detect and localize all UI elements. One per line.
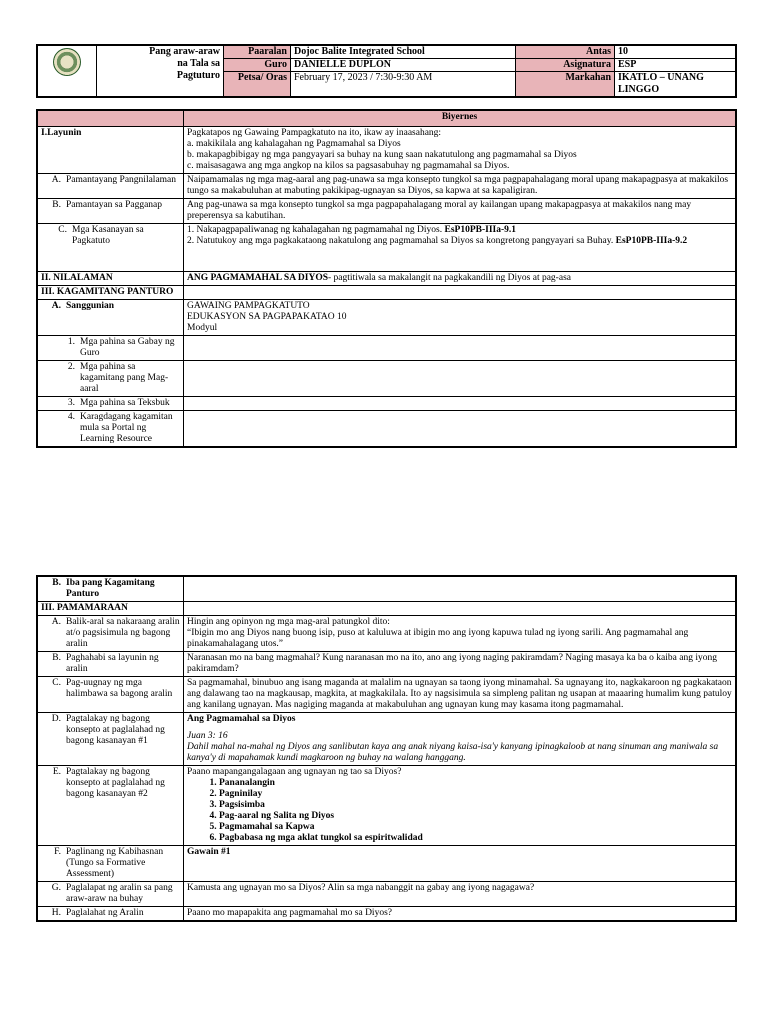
item-letter: D. bbox=[51, 714, 61, 724]
kasanayan-1: 1. Nakapagpapaliwanag ng kahalagahan ng pagmamahal ng Diyos. bbox=[187, 224, 443, 235]
pamantayang-pangnilalaman-label bbox=[37, 173, 184, 198]
day-header: Biyernes bbox=[184, 110, 737, 126]
item-letter: B. bbox=[52, 199, 61, 210]
sanggunian-content bbox=[184, 299, 737, 335]
doc-title-line-2: na Tala sa bbox=[177, 58, 220, 69]
deped-seal-icon bbox=[53, 48, 81, 76]
pagtalakay-1-content bbox=[184, 713, 737, 766]
sanggunian-label bbox=[37, 299, 184, 335]
resource-2-value bbox=[184, 360, 737, 396]
item-label: Sanggunian bbox=[66, 300, 115, 311]
item-label: Mga pahina sa Teksbuk bbox=[80, 397, 170, 408]
item-label: Pag-uugnay ng mga halimbawa sa bagong aralin bbox=[66, 678, 173, 699]
seal-cell bbox=[37, 45, 97, 97]
pagtalakay-1-label bbox=[37, 713, 184, 766]
item-label: Pamantayang Pangnilalaman bbox=[66, 174, 177, 185]
kagamitan-label: III. KAGAMITANG PANTURO bbox=[37, 285, 184, 299]
lesson-plan-table-2 bbox=[36, 575, 737, 922]
kasanayan-text bbox=[184, 223, 737, 271]
paglalahat-text: Paano mo mapapakita ang pagmamahal mo sa Diyos? bbox=[184, 907, 737, 922]
paglalapat-text: Kamusta ang ugnayan mo sa Diyos? Alin sa mga nabanggit na gabay ang iyong nagagawa? bbox=[184, 882, 737, 907]
balik-aral-label bbox=[37, 616, 184, 652]
list-item: 6. Pagbabasa ng mga aklat tungkol sa espiritwalidad bbox=[219, 833, 732, 844]
item-number: 1. bbox=[67, 336, 75, 347]
item-label: Mga Kasanayan sa Pagkatuto bbox=[72, 224, 144, 246]
pag-uugnay-label bbox=[37, 677, 184, 713]
pagtalakay-2-content bbox=[184, 766, 737, 846]
resource-2-label bbox=[37, 360, 184, 396]
item-label: Pagtalakay ng bagong konsepto at paglalahad ng bagong kasanayan #1 bbox=[66, 714, 165, 746]
item-letter: A. bbox=[51, 300, 61, 311]
resource-3-label bbox=[37, 396, 184, 410]
list-item: 4. Pag-aaral ng Salita ng Diyos bbox=[219, 811, 732, 822]
bible-verse-ref: Juan 3: 16 bbox=[187, 731, 228, 741]
list-item: 1. Pananalangin bbox=[219, 778, 732, 789]
item-letter: F. bbox=[54, 847, 61, 857]
paglalahat-label bbox=[37, 907, 184, 922]
paghahabi-label bbox=[37, 652, 184, 677]
pamamaraan-label: III. PAMAMARAAN bbox=[37, 602, 184, 616]
sanggunian-line-2: EDUKASYON SA PAGPAPAKATAO 10 bbox=[187, 311, 347, 322]
pamantayan-sa-pagganap-text: Ang pag-unawa sa mga konsepto tungkol sa mga pagpapahalagang moral ay kailangan upang makapagpasya at makakilos nang may preperensya sa kabutihan. bbox=[184, 198, 737, 223]
list-item: 2. Pagninilay bbox=[219, 789, 732, 800]
layunin-item-c: c. maisasagawa ang mga angkop na kilos sa pagsasabuhay ng pagmamahal sa Diyos. bbox=[187, 160, 510, 171]
quarter-value: IKATLO – UNANG LINGGO bbox=[615, 72, 737, 98]
item-label: Paglalapat ng aralin sa pang araw-araw na buhay bbox=[66, 883, 173, 904]
lesson-plan-table-1 bbox=[36, 109, 737, 448]
iba-pang-kagamitan-value bbox=[184, 576, 737, 602]
item-number: 2. bbox=[67, 361, 75, 372]
item-label: Balik-aral sa nakaraang aralin at/o pagsisimula ng bagong aralin bbox=[66, 617, 180, 649]
pagtalakay-2-question: Paano mapangangalagaan ang ugnayan ng tao sa Diyos? bbox=[187, 767, 402, 777]
item-label: Paglinang ng Kabihasnan (Tungo sa Formative Assessment) bbox=[66, 847, 164, 879]
nilalaman-title: ANG PAGMAMAHAL SA DIYOS bbox=[187, 272, 329, 283]
header-table bbox=[36, 44, 737, 98]
item-label: Pamantayan sa Pagganap bbox=[66, 199, 163, 210]
nilalaman-content bbox=[184, 271, 737, 285]
item-label: Pagtalakay ng bagong konsepto at paglalahad ng bagong kasanayan #2 bbox=[66, 767, 165, 799]
grade-label: Antas bbox=[516, 45, 615, 59]
pamantayang-pangnilalaman-text: Naipamamalas ng mga mag-aaral ang pag-unawa sa mga konsepto tungkol sa mga pagpapahalagang moral upang makapagpasya at makakilos tungo sa makabuluhan at mabuting pakikipag-ugnayan sa Diyos, sa kapwa at sa kapaligiran. bbox=[184, 173, 737, 198]
ugnayan-list bbox=[187, 778, 732, 844]
sanggunian-line-1: GAWAING PAMPAGKATUTO bbox=[187, 300, 310, 311]
paglinang-text: Gawain #1 bbox=[184, 846, 737, 882]
doc-title-line-3: Pagtuturo bbox=[176, 70, 220, 81]
paglalapat-label bbox=[37, 882, 184, 907]
item-number: 4. bbox=[67, 411, 75, 422]
balik-aral-text: Hingin ang opinyon ng mga mag-aral patungkol dito: bbox=[187, 617, 390, 627]
kagamitan-blank bbox=[184, 285, 737, 299]
pag-uugnay-text: Sa pagmamahal, binubuo ang isang maganda at malalim na ugnayan sa taong iyong minamahal. Sa ugnayang ito, nagkakaroon ng pagkakataon ang dalawang tao na magkausap, magkita, at magkakilala. Ito ay nagsisimula sa simpleng palitan ng usapan at maaaring humalim kung patuloy ang kanilang ugnayan. Mas nagiging maganda at makabuluhan ang ugnayan kung may kasama itong pagmamahal. bbox=[184, 677, 737, 713]
school-value: Dojoc Balite Integrated School bbox=[291, 45, 516, 59]
iba-pang-kagamitan-label bbox=[37, 576, 184, 602]
kasanayan-code-2: EsP10PB-IIIa-9.2 bbox=[615, 235, 688, 246]
doc-title bbox=[97, 45, 224, 97]
paghahabi-text: Naranasan mo na bang magmahal? Kung naranasan mo na ito, ano ang iyong naging pakiramdam? Naging masaya ka ba o kaiba ang iyong pakiramdam? bbox=[184, 652, 737, 677]
sanggunian-line-3: Modyul bbox=[187, 322, 218, 333]
doc-title-line-1: Pang araw-araw bbox=[149, 46, 220, 57]
item-letter: E. bbox=[52, 767, 61, 777]
day-header-blank bbox=[37, 110, 184, 126]
layunin-content bbox=[184, 126, 737, 173]
subject-label: Asignatura bbox=[516, 59, 615, 72]
paglinang-label bbox=[37, 846, 184, 882]
resource-1-value bbox=[184, 335, 737, 360]
school-label: Paaralan bbox=[224, 45, 291, 59]
pamantayan-sa-pagganap-label bbox=[37, 198, 184, 223]
layunin-intro: Pagkatapos ng Gawaing Pampagkatuto na ito, ikaw ay inaasahang: bbox=[187, 127, 442, 138]
item-letter: A. bbox=[51, 617, 61, 627]
kasanayan-code-1: EsP10PB-IIIa-9.1 bbox=[444, 224, 517, 235]
resource-4-value bbox=[184, 410, 737, 447]
quarter-label: Markahan bbox=[516, 72, 615, 98]
teacher-value: DANIELLE DUPLON bbox=[291, 59, 516, 72]
grade-value: 10 bbox=[615, 45, 737, 59]
pagtalakay-2-label bbox=[37, 766, 184, 846]
item-number: 3. bbox=[67, 397, 75, 408]
list-item: 5. Pagmamahal sa Kapwa bbox=[219, 822, 732, 833]
layunin-label: I.Layunin bbox=[37, 126, 184, 173]
resource-3-value bbox=[184, 396, 737, 410]
item-letter: B. bbox=[52, 578, 61, 588]
item-letter: G. bbox=[51, 883, 61, 893]
date-label: Petsa/ Oras bbox=[224, 72, 291, 98]
kasanayan-2: 2. Natutukoy ang mga pagkakataong nakatulong ang pagmamahal sa Diyos sa kongretong pangyayari sa Buhay. bbox=[187, 235, 614, 246]
resource-1-label bbox=[37, 335, 184, 360]
layunin-item-a: a. makikilala ang kahalagahan ng Pagmamahal sa Diyos bbox=[187, 138, 401, 149]
item-letter: C. bbox=[52, 678, 61, 688]
item-letter: B. bbox=[52, 653, 61, 663]
item-label: Paghahabi sa layunin ng aralin bbox=[66, 653, 159, 674]
date-value: February 17, 2023 / 7:30-9:30 AM bbox=[291, 72, 516, 98]
bible-verse-text: Dahil mahal na-mahal ng Diyos ang sanlibutan kaya ang anak niyang kaisa-isa'y kanyang ipinagkaloob at nang sinuman ang maniwala sa kanya'y di mapahamak kundi magkaroon ng buhay na walang hanggang. bbox=[187, 742, 719, 763]
item-letter: A. bbox=[51, 174, 61, 185]
pamamaraan-blank bbox=[184, 602, 737, 616]
nilalaman-label: II. NILALAMAN bbox=[37, 271, 184, 285]
item-letter: H. bbox=[51, 908, 61, 918]
layunin-item-b: b. makapagbibigay ng mga pangyayari sa buhay na kung saan nakatutulong ang pagmamahal sa Diyos bbox=[187, 149, 577, 160]
resource-4-label bbox=[37, 410, 184, 447]
nilalaman-text: - pagtitiwala sa makalangit na pagkakandili ng Diyos at pag-asa bbox=[328, 272, 571, 283]
item-label: Mga pahina sa Gabay ng Guro bbox=[80, 336, 175, 358]
item-label: Iba pang Kagamitang Panturo bbox=[66, 578, 155, 599]
kasanayan-label bbox=[37, 223, 184, 271]
pagtalakay-1-title: Ang Pagmamahal sa Diyos bbox=[187, 714, 296, 724]
balik-aral-content bbox=[184, 616, 737, 652]
list-item: 3. Pagsisimba bbox=[219, 800, 732, 811]
item-label: Paglalahat ng Aralin bbox=[66, 908, 144, 918]
item-label: Karagdagang kagamitan mula sa Portal ng Learning Resource bbox=[80, 411, 173, 444]
teacher-label: Guro bbox=[224, 59, 291, 72]
item-letter: C. bbox=[58, 224, 67, 235]
item-label: Mga pahina sa kagamitang pang Mag-aaral bbox=[80, 361, 169, 394]
balik-aral-quote: “Ibigin mo ang Diyos nang buong isip, puso at kaluluwa at ibigin mo ang iyong kapuwa tulad ng iyong sarili. Ang pagmamahal ang pinakamahalagang utos.” bbox=[187, 628, 689, 649]
subject-value: ESP bbox=[615, 59, 737, 72]
